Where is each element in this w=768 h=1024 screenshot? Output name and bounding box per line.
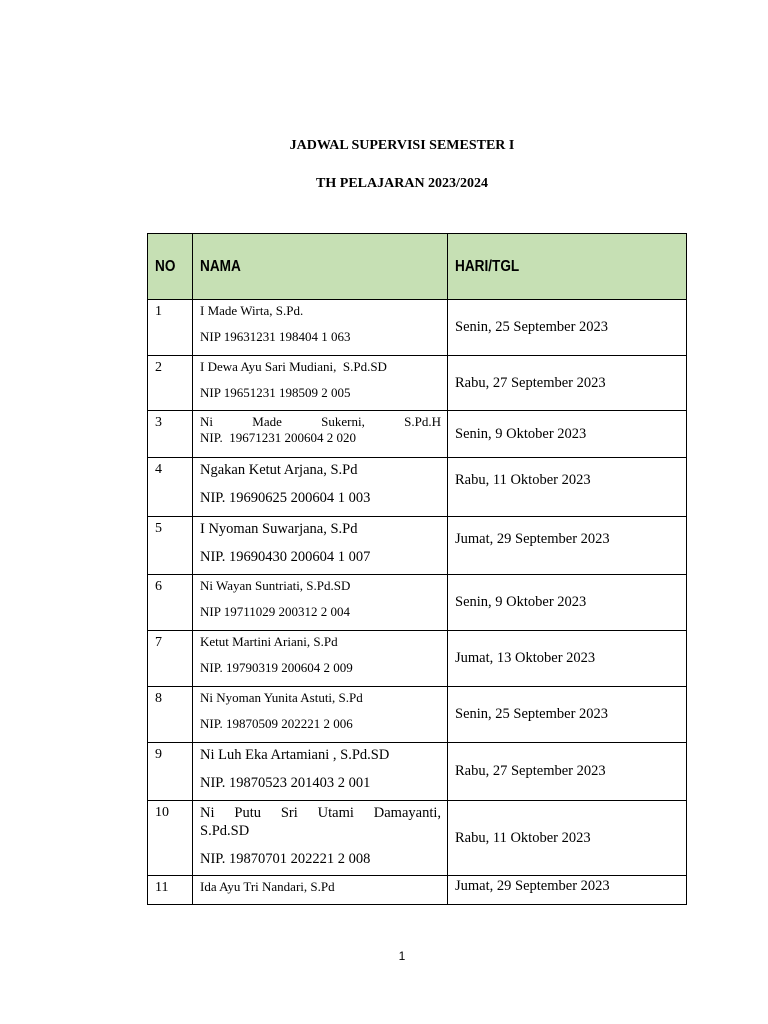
supervision-date: Rabu, 27 September 2023 — [448, 356, 687, 411]
row-number: 4 — [148, 458, 193, 517]
row-number: 3 — [148, 411, 193, 458]
supervision-date: Rabu, 27 September 2023 — [448, 743, 687, 801]
table-row — [148, 801, 687, 876]
teacher-nip: NIP. 19870701 202221 2 008 — [200, 851, 371, 867]
supervision-date: Senin, 9 Oktober 2023 — [448, 411, 687, 458]
teacher-cell — [193, 300, 448, 356]
teacher-name: Ida Ayu Tri Nandari, S.Pd — [200, 879, 335, 894]
table-row — [148, 411, 687, 458]
teacher-cell — [193, 458, 448, 517]
teacher-nip: NIP 19651231 198509 2 005 — [200, 385, 351, 400]
teacher-name: Ni Nyoman Yunita Astuti, S.Pd — [200, 690, 363, 705]
teacher-nip: NIP. 19870509 202221 2 006 — [200, 716, 353, 731]
supervision-date: Senin, 25 September 2023 — [448, 300, 687, 356]
teacher-nip: NIP. 19690625 200604 1 003 — [200, 490, 371, 506]
teacher-name: I Made Wirta, S.Pd. — [200, 303, 304, 318]
teacher-cell — [193, 517, 448, 575]
schedule-table — [147, 233, 687, 905]
supervision-date: Jumat, 29 September 2023 — [448, 517, 687, 575]
header-hari-tgl: HARI/TGL — [448, 234, 687, 300]
table-row — [148, 517, 687, 575]
document-subtitle: TH PELAJARAN 2023/2024 — [316, 176, 488, 191]
row-number: 6 — [148, 575, 193, 631]
row-number: 11 — [148, 876, 193, 905]
row-number: 8 — [148, 687, 193, 743]
teacher-cell — [193, 876, 448, 905]
table-row — [148, 575, 687, 631]
table-row — [148, 876, 687, 905]
table-header-row — [148, 234, 687, 300]
teacher-name: Ni Putu Sri Utami Damayanti, — [200, 805, 441, 821]
teacher-name-cont: S.Pd.SD — [200, 823, 250, 839]
teacher-cell — [193, 687, 448, 743]
row-number: 10 — [148, 801, 193, 876]
teacher-name: I Nyoman Suwarjana, S.Pd — [200, 521, 358, 537]
teacher-name: I Dewa Ayu Sari Mudiani, S.Pd.SD — [200, 359, 387, 374]
teacher-cell — [193, 411, 448, 458]
row-number: 7 — [148, 631, 193, 687]
teacher-name: Ngakan Ketut Arjana, S.Pd — [200, 462, 358, 478]
teacher-cell — [193, 356, 448, 411]
header-no: NO — [148, 234, 193, 300]
teacher-name: Ni Luh Eka Artamiani , S.Pd.SD — [200, 747, 390, 763]
table-row — [148, 631, 687, 687]
supervision-date: Rabu, 11 Oktober 2023 — [448, 801, 687, 876]
table-row — [148, 356, 687, 411]
supervision-date: Senin, 9 Oktober 2023 — [448, 575, 687, 631]
teacher-name: Ni Made Sukerni, S.Pd.H — [200, 414, 441, 429]
teacher-cell — [193, 575, 448, 631]
teacher-nip: NIP 19631231 198404 1 063 — [200, 329, 351, 344]
supervision-date: Jumat, 13 Oktober 2023 — [448, 631, 687, 687]
teacher-nip: NIP. 19870523 201403 2 001 — [200, 775, 371, 791]
supervision-date: Jumat, 29 September 2023 — [448, 876, 687, 905]
teacher-cell — [193, 743, 448, 801]
document-title: JADWAL SUPERVISI SEMESTER I — [289, 138, 515, 153]
table-row — [148, 687, 687, 743]
teacher-nip: NIP. 19671231 200604 2 020 — [200, 430, 357, 445]
row-number: 5 — [148, 517, 193, 575]
teacher-cell — [193, 801, 448, 876]
table-row — [148, 458, 687, 517]
row-number: 9 — [148, 743, 193, 801]
header-nama: NAMA — [193, 234, 448, 300]
table-row — [148, 743, 687, 801]
teacher-cell — [193, 631, 448, 687]
supervision-date: Senin, 25 September 2023 — [448, 687, 687, 743]
teacher-nip: NIP 19711029 200312 2 004 — [200, 604, 350, 619]
row-number: 1 — [148, 300, 193, 356]
page-number: 1 — [398, 949, 406, 963]
table-row — [148, 300, 687, 356]
teacher-nip: NIP. 19690430 200604 1 007 — [200, 549, 371, 565]
teacher-name: Ni Wayan Suntriati, S.Pd.SD — [200, 578, 351, 593]
teacher-nip: NIP. 19790319 200604 2 009 — [200, 660, 353, 675]
supervision-date: Rabu, 11 Oktober 2023 — [448, 458, 687, 517]
row-number: 2 — [148, 356, 193, 411]
teacher-name: Ketut Martini Ariani, S.Pd — [200, 634, 338, 649]
